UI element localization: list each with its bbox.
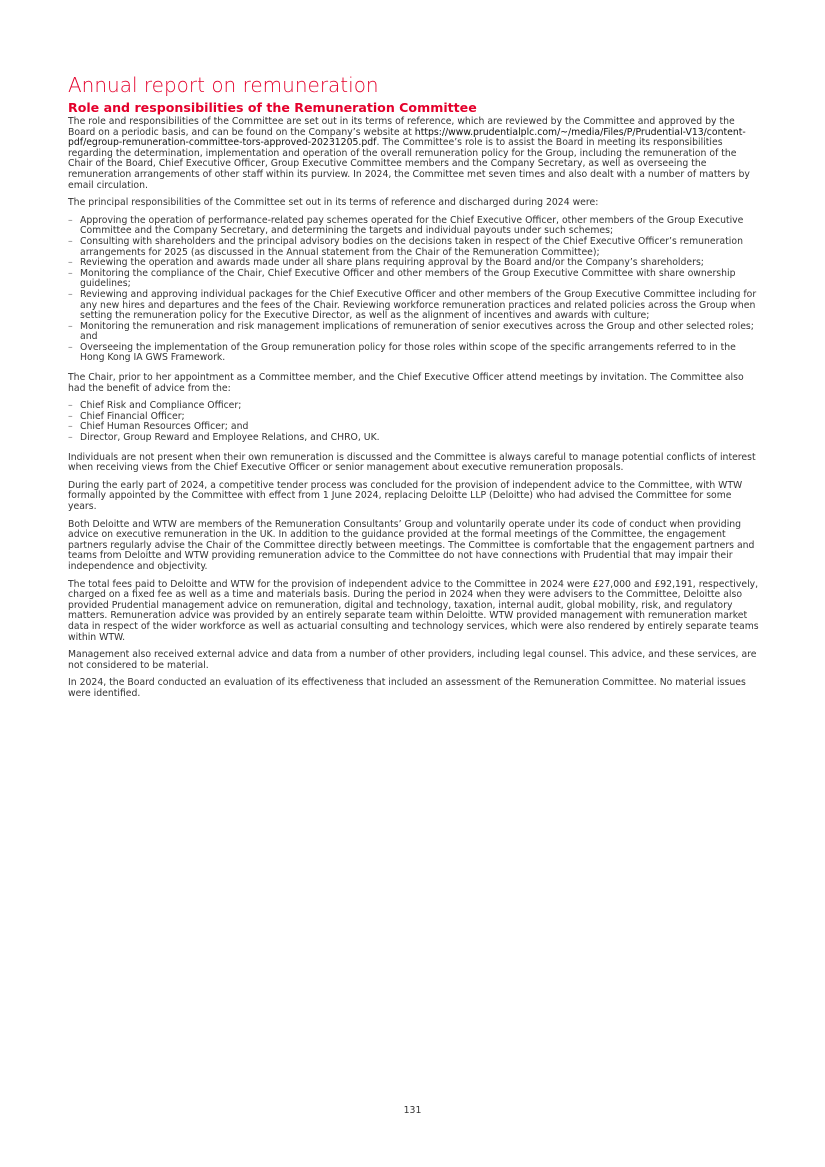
responsibilities-list [68,216,762,364]
external-advice-paragraph: Management also received external advice and data from a number of other providers, including legal counsel. This advice, and these services, are not considered to be material. [68,649,757,671]
dash-bullet: – [68,320,73,332]
dash-bullet: – [68,421,73,433]
list-item: – Overseeing the implementation of the Group remuneration policy for those roles within scope of the specific arrangements referred to in the Hong Kong IA GWS Framework. [68,341,736,364]
dash-bullet: – [68,400,73,412]
dash-bullet: – [68,214,73,226]
consultants-paragraph: Both Deloitte and WTW are members of the Remuneration Consultants’ Group and voluntarily operate under its code of conduct when providing advice on executive remuneration in the UK. In addition to the guidance provided at the formal meetings of the Committee, the engagement partners regularly advise the Chair of the Committee directly between meetings. The Committee is comfortable that the engagement partners and teams from Deloitte and WTW providing remuneration advice to the Committee do not have connections with Prudential that may impair their independence and objectivity. [68,518,755,572]
list-item: – Reviewing the operation and awards made under all share plans requiring approval by the Board and/or the Company’s shareholders; [68,257,704,269]
conflicts-paragraph: Individuals are not present when their own remuneration is discussed and the Committee is always careful to manage potential conflicts of interest when receiving views from the Chief Executive Officer or senior management about executive remuneration proposals. [68,451,756,474]
list-item: – Chief Risk and Compliance Officer; [68,400,242,412]
dash-bullet: – [68,341,73,353]
dash-bullet: – [68,432,73,444]
list-item: – Director, Group Reward and Employee Relations, and CHRO, UK. [68,432,380,444]
intro-text-1: The role and responsibilities of the Committee are set out in its terms of reference, which are reviewed by the Committee and approved by the Board on a periodic basis, and can be found on the Company’s website at [68,116,735,138]
list-item: – Reviewing and approving individual packages for the Chief Executive Officer and other members of the Group Executive Committee including for any new hires and departures and the fees of the Chair. Reviewing workforce remuneration practices and related policies across the Group when setting the remuneration policy for the Executive Director, as well as the alignment of incentives and awards with culture; [68,288,757,322]
evaluation-paragraph: In 2024, the Board conducted an evaluation of its effectiveness that included an assessment of the Remuneration Committee. No material issues were identified. [68,677,746,699]
page-title: Annual report on remuneration [68,73,379,97]
list-item: – Monitoring the compliance of the Chair, Chief Executive Officer and other members of the Group Executive Committee with share ownership guidelines; [68,267,736,290]
advisers-list [68,401,762,443]
dash-bullet: – [68,410,73,422]
principal-intro: The principal responsibilities of the Committee set out in its terms of reference and discharged during 2024 were: [68,197,599,209]
intro-paragraph [68,117,762,191]
list-item: – Chief Financial Officer; [68,410,185,422]
fees-paragraph: The total fees paid to Deloitte and WTW for the provision of independent advice to the Committee in 2024 were £27,000 and £92,191, respectively, charged on a fixed fee as well as a time and materials basis. During the period in 2024 when they were advisers to the Committee, Deloitte also provided Prudential management advice on remuneration, digital and technology, taxation, internal audit, global mobility, risk, and regulatory matters. Remuneration advice was provided by an entirely separate team within Deloitte. WTW provided management with remuneration market data in respect of the wider workforce as well as actuarial consulting and technology services, which were also rendered by entirely separate teams within WTW. [68,578,759,643]
intro-text-2: . The Committee’s role is to assist the Board in meeting its responsibilities regarding the determination, implementation and operation of the overall remuneration policy for the Group, including the remuneration of the Chair of the Board, Chief Executive Officer, Group Executive Committee members and the Company Secretary, as well as overseeing the remuneration arrangements of other staff within its purview. In 2024, the Committee met seven times and also dealt with a number of matters by email circulation. [68,137,750,191]
invitation-paragraph: The Chair, prior to her appointment as a Committee member, and the Chief Executive Officer attend meetings by invitation. The Committee also had the benefit of advice from the: [68,372,744,394]
dash-bullet: – [68,257,73,269]
tender-paragraph: During the early part of 2024, a competitive tender process was concluded for the provision of independent advice to the Committee, with WTW formally appointed by the Committee with effect from 1 June 2024, replacing Deloitte LLP (Deloitte) who had advised the Committee for some years. [68,479,743,512]
terms-of-reference-link[interactable]: https://www.prudentialplc.com/~/media/Files/P/Prudential-V13/content-pdf/egroup-remuneration-committee-tors-approved-20231205.pdf [68,126,746,149]
dash-bullet: – [68,267,73,279]
list-item: – Monitoring the remuneration and risk management implications of remuneration of senior executives across the Group and other selected roles; and [68,320,754,343]
list-item: – Chief Human Resources Officer; and [68,421,249,433]
page-content [68,72,762,707]
dash-bullet: – [68,235,73,247]
dash-bullet: – [68,288,73,300]
list-item: – Approving the operation of performance-related pay schemes operated for the Chief Executive Officer, other members of the Group Executive Committee and the Company Secretary, and determining the targets and individual payouts under such schemes; [68,214,744,237]
section-heading: Role and responsibilities of the Remuneration Committee [68,100,477,115]
list-item: – Consulting with shareholders and the principal advisory bodies on the decisions taken in respect of the Chief Executive Officer’s remuneration arrangements for 2025 (as discussed in the Annual statement from the Chair of the Remuneration Committee); [68,235,743,258]
page-number: 131 [403,1105,422,1116]
